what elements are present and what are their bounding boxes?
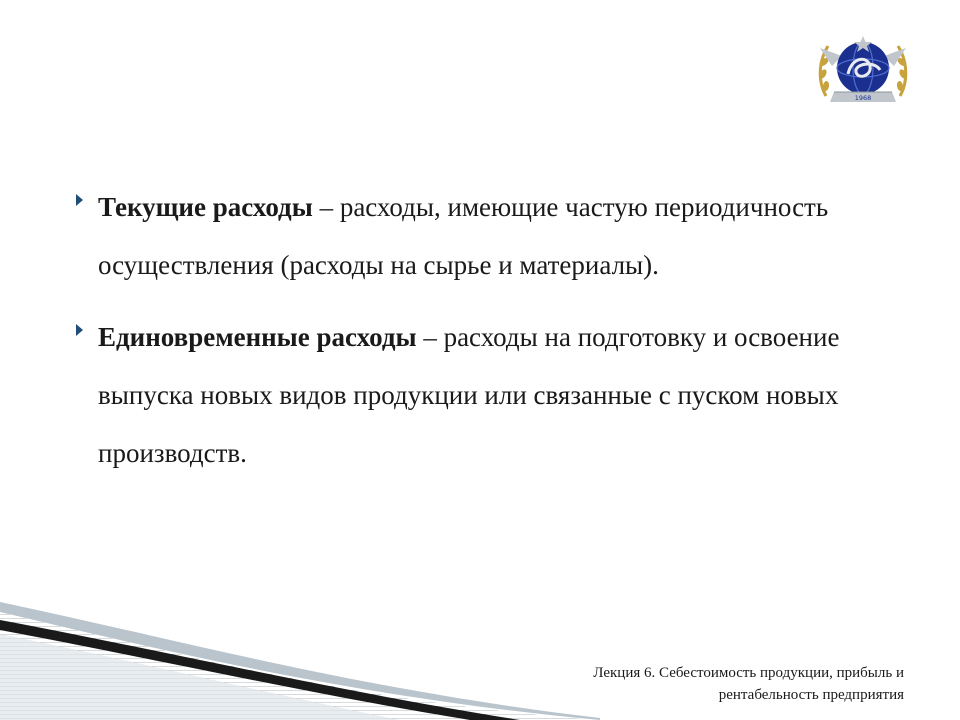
- bullet-item-one-time-costs: [70, 308, 900, 482]
- university-emblem-icon: [812, 26, 914, 112]
- footer-line-1: Лекция 6. Себестоимость продукции, прибыль и: [593, 665, 904, 681]
- bullet-term: Текущие расходы: [98, 192, 313, 222]
- bullet-term: Единовременные расходы: [98, 322, 417, 352]
- slide-footer: [464, 662, 904, 706]
- bullet-definition: – расходы, имеющие частую периодичность осуществления (расходы на сырье и материалы).: [98, 192, 829, 280]
- bullet-arrow-icon: [76, 194, 83, 206]
- bullet-text: [98, 178, 900, 294]
- bullet-definition: – расходы на подготовку и освоение выпуска новых видов продукции или связанные с пуском новых производств.: [98, 322, 840, 468]
- emblem-year: 1968: [854, 94, 872, 102]
- bullet-text: [98, 308, 900, 482]
- bullet-arrow-icon: [76, 324, 83, 336]
- bullet-list: [70, 178, 900, 496]
- bullet-item-current-costs: [70, 178, 900, 294]
- footer-line-2: рентабельность предприятия: [718, 687, 904, 703]
